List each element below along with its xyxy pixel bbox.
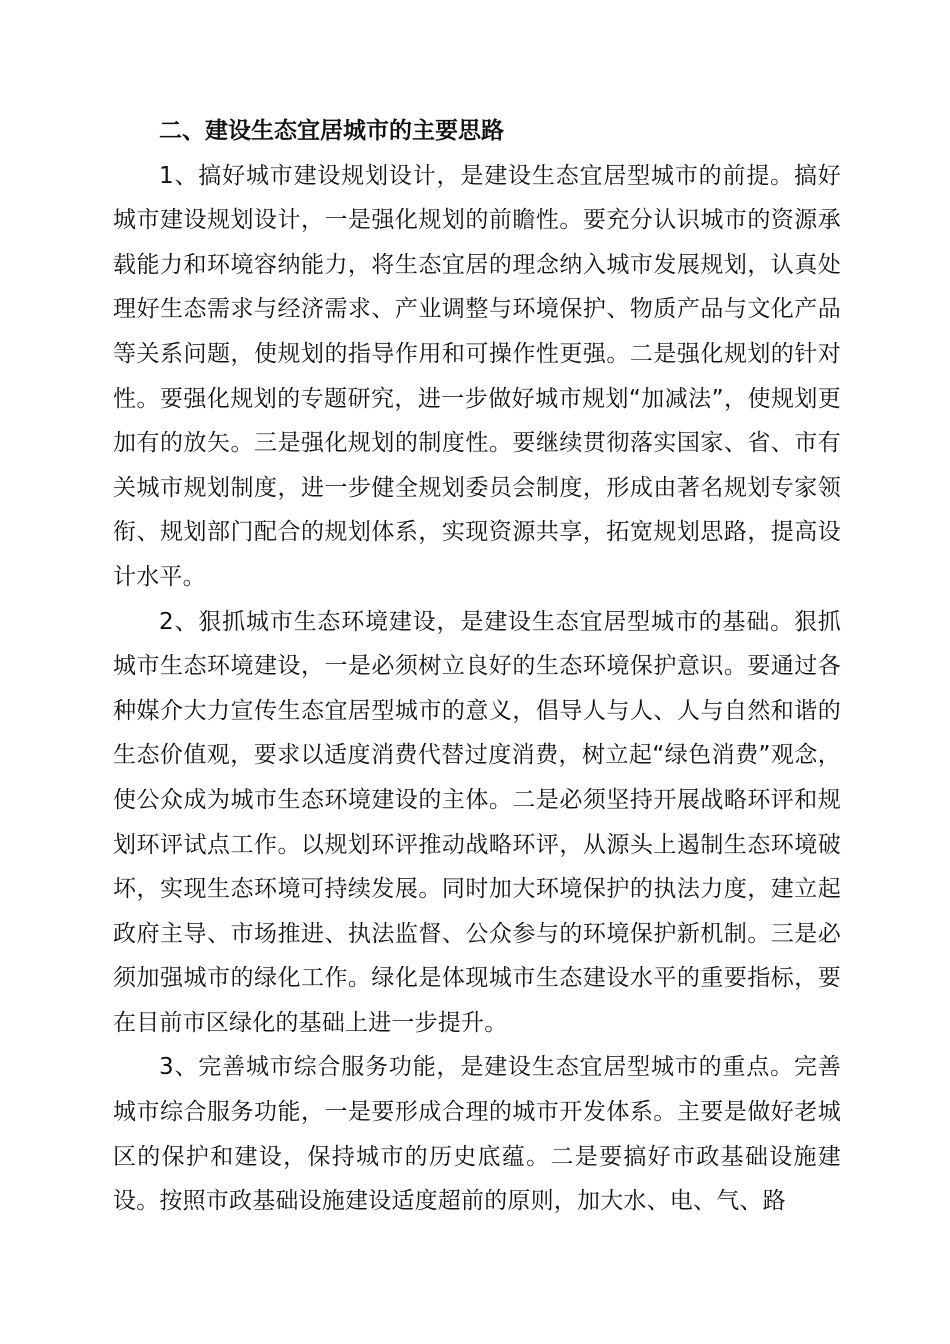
paragraph-services: 3、完善城市综合服务功能，是建设生态宜居型城市的重点。完善城市综合服务功能，一是要形成合理的城市开发体系。主要是做好老城区的保护和建设，保持城市的历史底蕴。二是要搞好市政基础设施建设。按照市政基础设施建设适度超前的原则，加大水、电、气、路 (113, 1054, 841, 1215)
paragraph-ecology: 2、狠抓城市生态环境建设，是建设生态宜居型城市的基础。狠抓城市生态环境建设，一是必须树立良好的生态环境保护意识。要通过各种媒介大力宣传生态宜居型城市的意义，倡导人与人、人与自然和谐的生态价值观，要求以适度消费代替过度消费，树立起“绿色消费”观念，使公众成为城市生态环境建设的主体。二是必须坚持开展战略环评和规划环评试点工作。以规划环评推动战略环评，从源头上遏制生态环境破坏，实现生态环境可持续发展。同时加大环境保护的执法力度，建立起政府主导、市场推进、执法监督、公众参与的环境保护新机制。三是必须加强城市的绿化工作。绿化是体现城市生态建设水平的重要指标，要在目前市区绿化的基础上进一步提升。 (113, 608, 841, 1036)
section-heading: 二、建设生态宜居城市的主要思路 (159, 118, 504, 144)
paragraph-planning: 1、搞好城市建设规划设计，是建设生态宜居型城市的前提。搞好城市建设规划设计，一是强化规划的前瞻性。要充分认识城市的资源承载能力和环境容纳能力，将生态宜居的理念纳入城市发展规划，认真处理好生态需求与经济需求、产业调整与环境保护、物质产品与文化产品等关系问题，使规划的指导作用和可操作性更强。二是强化规划的针对性。要强化规划的专题研究，进一步做好城市规划“加减法”，使规划更加有的放矢。三是强化规划的制度性。要继续贯彻落实国家、省、市有关城市规划制度，进一步健全规划委员会制度，形成由著名规划专家领衔、规划部门配合的规划体系，实现资源共享，拓宽规划思路，提高设计水平。 (113, 162, 841, 590)
document-body (113, 109, 841, 1224)
